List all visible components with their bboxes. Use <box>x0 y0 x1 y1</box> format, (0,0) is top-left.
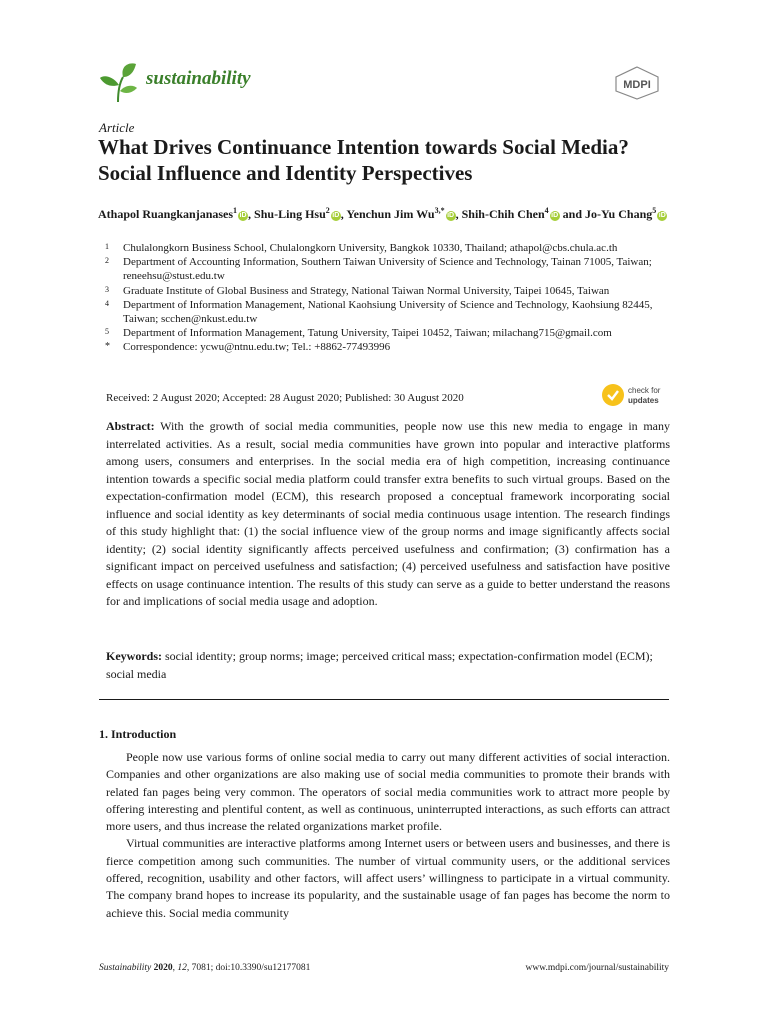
footer-journal-url[interactable]: www.mdpi.com/journal/sustainability <box>525 963 669 973</box>
correspondence <box>99 340 689 354</box>
updates-label: updates <box>628 396 659 405</box>
orcid-icon[interactable]: iD <box>332 212 340 219</box>
author-separator: , <box>455 207 462 221</box>
author-name: Jo-Yu Chang <box>585 207 653 221</box>
footer-year: 2020 <box>153 963 173 973</box>
affiliation-item <box>99 241 689 255</box>
orcid-icon[interactable]: iD <box>551 212 559 219</box>
intro-paragraph-2: Virtual communities are interactive platforms among Internet users or between users and businesses, and there is fierce competition among such communities. The number of virtual community users, or the additional services offered, recognition, usability and other factors, will affect users’ willingness to participate in a virtual community. The company brand hopes to increase its popularity, and the sustainable usage of fan pages has become the norm to achieve this. Social media community <box>106 836 670 920</box>
sustainability-logo-icon <box>98 60 140 104</box>
check-for-updates-icon[interactable] <box>601 381 671 409</box>
publication-dates: Received: 2 August 2020; Accepted: 28 August 2020; Published: 30 August 2020 <box>106 392 464 404</box>
abstract <box>106 418 670 611</box>
abstract-label: Abstract: <box>106 419 155 433</box>
mdpi-logo-text: MDPI <box>623 79 651 91</box>
orcid-icon[interactable]: iD <box>239 212 247 219</box>
author-separator: and <box>559 207 585 221</box>
author-separator: , <box>248 207 255 221</box>
correspondence-text: Correspondence: ycwu@ntnu.edu.tw; Tel.: +8862-77493996 <box>123 341 391 354</box>
author-separator: , <box>340 207 347 221</box>
author-list <box>98 203 688 222</box>
author-name: Athapol Ruangkanjanases <box>98 207 234 221</box>
footer-doi: , 7081; doi:10.3390/su12177081 <box>186 963 311 973</box>
affiliation-number: 4 <box>105 298 109 308</box>
affiliation-number: 5 <box>105 327 109 337</box>
intro-paragraph-1: People now use various forms of online social media to carry out many different activities of social interaction. Companies and other organizations are also making use of social media communities to promote their brands with related fan pages being very common. The operators of social media communities work to attract more people by offering interesting and plentiful content, as well as continuous, uninterrupted interactions, as such efforts can attract more users, and thus increase the related organizations market profile. <box>106 750 670 834</box>
author-name: Shih-Chih Chen <box>461 207 545 221</box>
author-affiliation-mark: 3,* <box>434 206 445 215</box>
affiliation-text: Department of Accounting Information, Southern Taiwan University of Science and Technology, Tainan 71005, Taiwan; reneehsu@stust.edu.tw <box>123 256 652 283</box>
section-divider <box>99 699 669 700</box>
journal-name: sustainability <box>146 68 251 89</box>
affiliation-item <box>99 298 689 326</box>
abstract-text: With the growth of social media communities, people now use this new media to engage in many interrelated activities. As a result, social media communities have grown into popular and interactive platforms among users, consumers and enterprises. In the social media era of high competition, increasing continuance intention towards a specific social media platform could transfer extra benefits to such virtual groups. Based on the expectation-confirmation model (ECM), this research proposed a conceptual framework incorporating social influence and social identity as key determinants of social media continuous usage intention. The research findings of this study highlight that: (1) the social influence view of the group norms and image significantly affects social identity; (2) social identity significantly affects perceived usefulness and confirmation; (3) confirmation has a significant impact on perceived usefulness and satisfaction; (4) perceived usefulness and satisfaction have positive effects on usage continuance intention. The results of this study can serve as a guide to better understand the reasons for and implications of social media usage and adoption. <box>106 419 670 608</box>
affiliation-text: Graduate Institute of Global Business and Strategy, National Taiwan Normal University, Taipei 10645, Taiwan <box>123 284 610 297</box>
introduction-body <box>106 749 670 922</box>
affiliation-item <box>99 255 689 283</box>
orcid-icon[interactable]: iD <box>447 212 455 219</box>
orcid-icon[interactable]: iD <box>658 212 666 219</box>
check-for-label: check for <box>628 386 661 395</box>
affiliation-text: Department of Information Management, National Kaohsiung University of Science and Technology, Kaohsiung 82445, Taiwan; scchen@nkust.edu.tw <box>123 298 653 326</box>
author-affiliation-mark: 2 <box>325 206 330 215</box>
article-type: Article <box>99 120 135 135</box>
affiliations <box>99 241 689 355</box>
section-heading-introduction: 1. Introduction <box>99 727 177 741</box>
author-affiliation-mark: 4 <box>544 206 549 215</box>
author-affiliation-mark: 5 <box>652 206 657 215</box>
affiliation-text: Chulalongkorn Business School, Chulalongkorn University, Bangkok 10330, Thailand; athapol@cbs.chula.ac.th <box>123 242 618 254</box>
affiliation-number: 1 <box>105 242 109 251</box>
affiliation-item <box>99 284 689 298</box>
keywords-label: Keywords: <box>106 649 162 663</box>
author-name: Yenchun Jim Wu <box>346 207 435 221</box>
author-name: Shu-Ling Hsu <box>254 207 326 221</box>
keywords <box>106 648 670 683</box>
footer-volume: 12 <box>177 963 187 973</box>
footer-citation: Sustainability 2020, 12, 7081; doi:10.3390/su12177081 <box>99 963 311 973</box>
affiliation-text: Department of Information Management, Tatung University, Taipei 10452, Taiwan; milachang715@gmail.com <box>123 327 612 340</box>
footer-journal: Sustainability <box>99 963 152 973</box>
mdpi-logo-icon <box>612 65 662 101</box>
keywords-text: social identity; group norms; image; perceived critical mass; expectation-confirmation model (ECM); social media <box>106 649 653 681</box>
affiliation-number: 2 <box>105 256 109 266</box>
author-affiliation-mark: 1 <box>233 206 238 215</box>
correspondence-mark: * <box>105 341 110 353</box>
affiliation-number: 3 <box>105 284 109 294</box>
paper-title: What Drives Continuance Intention towards Social Media? Social Influence and Identity Perspectives <box>98 135 629 185</box>
affiliation-item <box>99 326 689 340</box>
